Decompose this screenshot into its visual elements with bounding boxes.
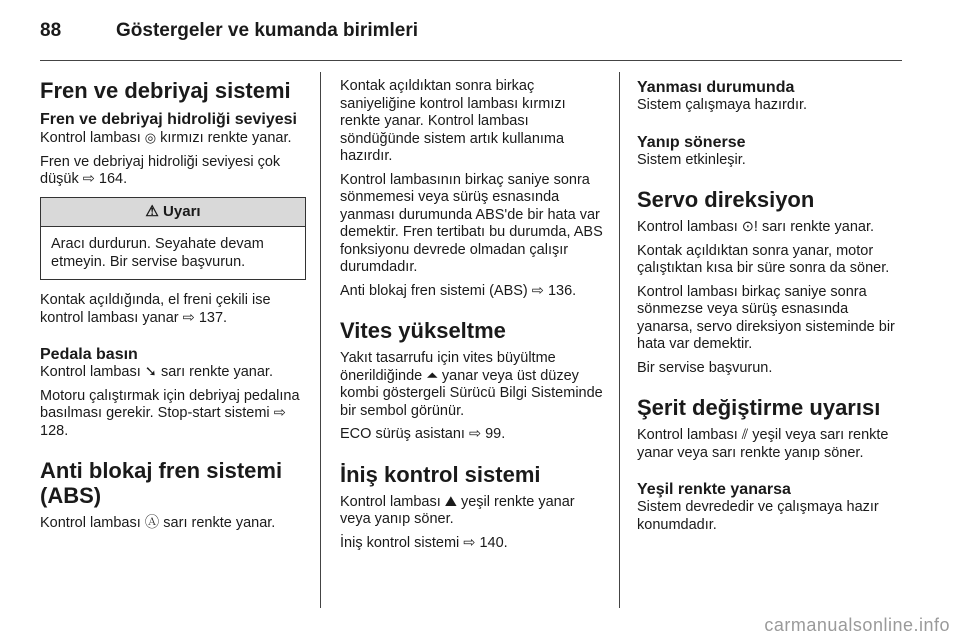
page-header [40,20,418,42]
brake-warning-icon: ◎ [144,130,157,145]
page-ref-arrow-icon: ⇨ [82,171,95,187]
paragraph: Kontrol lambası birkaç saniye sonra sönmezse veya sürüş esnasında yanarsa, servo direksiyon sisteminde bir hata var demektir. [637,283,895,352]
section-title-abs: Anti blokaj fren sistemi (ABS) [40,458,283,508]
column-divider-1 [320,72,321,608]
section-title-servo: Servo direksiyon [637,187,815,212]
page-ref-arrow-icon: ⇨ [531,282,544,299]
paragraph: Kontrol lambası Ⓐ sarı renkte yanar. [40,515,276,531]
paragraph: Kontak açıldıktan sonra yanar, motor çalıştıktan kısa bir süre sonra da söner. [637,242,890,276]
page-number: 88 [40,20,62,41]
paragraph: Sistem çalışmaya hazırdır. [637,97,808,113]
paragraph: Sistem etkinleşir. [637,151,746,168]
paragraph: Sistem devrededir ve çalışmaya hazır konumdadır. [637,499,879,533]
column-divider-2 [619,72,620,608]
upshift-icon: ⏶ [426,367,438,384]
paragraph: Bir servise başvurun. [637,359,773,376]
subsection-title-pedal: Pedala basın [40,346,138,363]
subsection-title-yesil: Yeşil renkte yanarsa [637,481,791,498]
warning-box [40,197,306,281]
clutch-pedal-icon: ➘ [144,364,157,380]
paragraph: Yakıt tasarrufu için vites büyültme önerildiğinde ⏶ yanar veya üst düzey kombi göstergeli Sürücü Bilgi Sisteminde bir sembol görünür. [340,350,603,419]
paragraph: Anti blokaj fren sistemi (ABS) ⇨ 136. [340,282,577,299]
section-title-vites: Vites yükseltme [340,318,506,343]
page-ref-arrow-icon: ⇨ [182,309,195,326]
paragraph: İniş kontrol sistemi ⇨ 140. [340,534,508,551]
paragraph: Fren ve debriyaj hidroliği seviyesi çok düşük ⇨ 164. [40,153,281,187]
section-title-serit: Şerit değiştirme uyarısı [637,395,881,420]
warning-triangle-icon: ⚠ [145,202,159,220]
paragraph: Kontrol lambası ➘ sarı renkte yanar. [40,364,273,380]
column-3 [637,78,905,540]
section-title-inis: İniş kontrol sistemi [340,461,541,487]
paragraph: Kontrol lambasının birkaç saniye sonra sönmemesi veya sürüş esnasında yanması durumunda ABS'de bir hata var demektir. Fren tertibatı bu durumda, ABS fonksiyonu devrede olmadan çalışır durumdadır. [340,171,603,275]
paragraph: Motoru çalıştırmak için debriyaj pedalına basılması gerekir. Stop-start sistemi ⇨ 128. [40,387,300,439]
subsection-title-hidrolik: Fren ve debriyaj hidroliği seviyesi [40,111,297,128]
page-ref-arrow-icon: ⇨ [463,534,476,551]
paragraph: Kontrol lambası ⊙! sarı renkte yanar. [637,219,875,235]
column-1 [40,78,306,539]
section-title-fren: Fren ve debriyaj sistemi [40,78,291,103]
paragraph: Kontak açıldığında, el freni çekili ise kontrol lambası yanar ⇨ 137. [40,292,271,326]
lane-change-icon: ⫽ [741,427,749,443]
page-ref-arrow-icon: ⇨ [468,426,482,442]
subsection-title-yanip: Yanıp sönerse [637,133,746,151]
abs-icon: Ⓐ [144,515,160,531]
column-2 [340,78,608,558]
paragraph: Kontak açıldıktan sonra birkaç saniyeliğine kontrol lambası kırmızı renkte yanar. Kontrol lambası söndüğünde sistem artık kullanıma hazırdır. [340,78,566,164]
watermark: carmanualsonline.info [764,615,950,635]
power-steering-icon: ⊙! [741,219,758,235]
paragraph: Kontrol lambası ◎ kırmızı renkte yanar. [40,130,292,146]
subsection-title-yanma: Yanması durumunda [637,79,795,96]
paragraph: Kontrol lambası ⛰ yeşil renkte yanar veya yanıp söner. [340,493,575,527]
page-title: Göstergeler ve kumanda birimleri [116,20,419,41]
warning-text: Aracı durdurun. Seyahate devam etmeyin. Bir servise başvurun. [51,236,264,270]
hill-descent-icon: ⛰ [444,493,457,510]
header-rule [40,60,902,61]
paragraph: Kontrol lambası ⫽ yeşil veya sarı renkte yanar veya sarı renkte yanıp söner. [637,427,889,461]
paragraph: ECO sürüş asistanı ⇨ 99. [340,426,506,442]
page-ref-arrow-icon: ⇨ [273,405,286,421]
warning-header: ⚠ Uyarı [41,198,305,228]
